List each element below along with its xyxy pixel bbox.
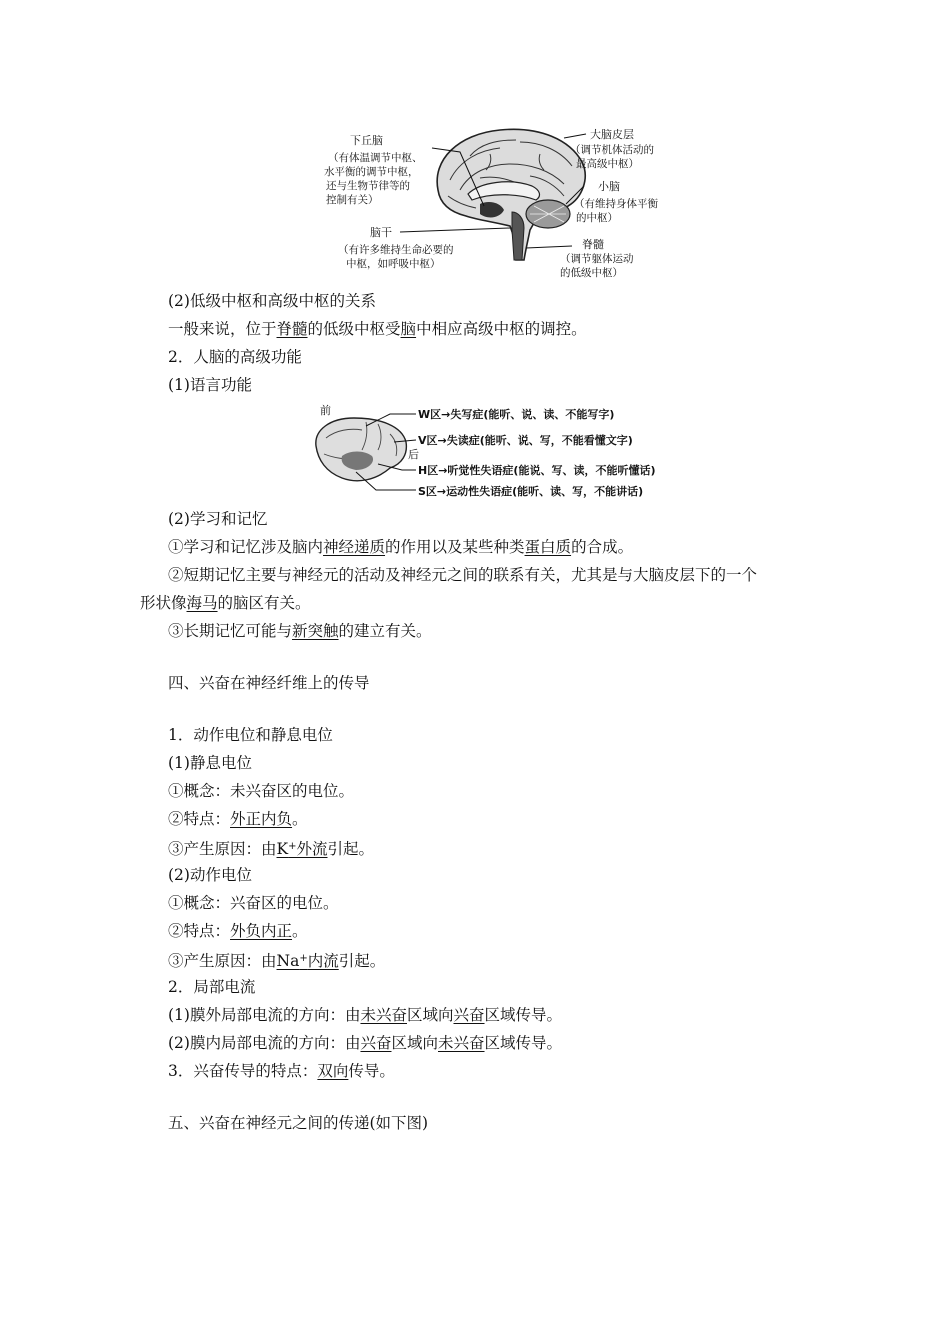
spinal-note-1: （调节躯体运动 [560,253,634,265]
spinal-note-2: 的低级中枢） [560,267,623,279]
s-area-text: S区→运动性失语症(能听、读、写，不能讲话) [418,485,644,498]
text-line: ②短期记忆主要与神经元的活动及神经元之间的联系有关，尤其是与大脑皮层下的一个 [168,566,758,584]
hypothalamus-note-3: 还与生物节律等的 [326,180,410,192]
language-areas-svg [306,402,676,502]
text-line: ①概念：兴奋区的电位。 [168,894,339,912]
label-front: 前 [320,404,331,417]
label-brainstem: 脑干 [370,226,392,239]
cerebellum-note-1: （有维持身体平衡 [574,198,658,210]
cortex-note-1: （调节机体活动的 [570,144,654,156]
text-line: 一般来说，位于脊髓的低级中枢受脑中相应高级中枢的调控。 [168,320,587,338]
text-line: ③产生原因：由K+外流引起。 [168,840,375,858]
section-heading: 五、兴奋在神经元之间的传递(如下图) [168,1114,429,1132]
cerebellum-note-2: 的中枢） [576,212,618,224]
label-cerebellum: 小脑 [598,180,620,193]
label-hypothalamus: 下丘脑 [350,134,383,147]
brain-diagram-svg [320,120,665,280]
label-back: 后 [408,448,419,461]
text-line: (2)低级中枢和高级中枢的关系 [168,292,376,310]
language-areas-diagram [306,402,676,502]
label-spinal-cord: 脊髓 [582,238,604,251]
text-line: 形状像海马的脑区有关。 [140,594,311,612]
text-line: 3．兴奋传导的特点：双向传导。 [168,1062,395,1080]
w-area-text: W区→失写症(能听、说、读、不能写字) [418,408,615,421]
hypothalamus-note-1: （有体温调节中枢、 [328,152,423,164]
brainstem-note-1: （有许多维持生命必要的 [338,244,454,256]
brainstem-region [512,212,524,260]
text-line: (2)动作电位 [168,866,252,884]
text-line: ①概念：未兴奋区的电位。 [168,782,355,800]
v-area-text: V区→失读症(能听、说、写，不能看懂文字) [418,434,633,447]
text-line: ②特点：外正内负。 [168,810,308,828]
brain-lateral [316,418,407,481]
hypothalamus-note-2: 水平衡的调节中枢， [324,166,419,178]
text-line: 2．人脑的高级功能 [168,348,302,366]
text-line: (1)膜外局部电流的方向：由未兴奋区域向兴奋区域传导。 [168,1006,563,1024]
text-line: (2)膜内局部电流的方向：由兴奋区域向未兴奋区域传导。 [168,1034,563,1052]
text-line: 2．局部电流 [168,978,256,996]
h-area-text: H区→听觉性失语症(能说、写、读，不能听懂话) [418,464,656,477]
brainstem-note-2: 中枢，如呼吸中枢） [346,258,441,270]
cortex-note-2: 最高级中枢） [576,158,639,170]
text-line: (2)学习和记忆 [168,510,268,528]
text-line: ③产生原因：由Na+内流引起。 [168,952,386,970]
text-line: ②特点：外负内正。 [168,922,308,940]
text-line: (1)静息电位 [168,754,252,772]
section-heading: 四、兴奋在神经纤维上的传导 [168,674,370,692]
brain-diagram [320,120,665,280]
label-cortex: 大脑皮层 [590,128,634,141]
text-line: 1．动作电位和静息电位 [168,726,333,744]
hypothalamus-note-4: 控制有关） [326,194,379,206]
text-line: (1)语言功能 [168,376,252,394]
text-line: ③长期记忆可能与新突触的建立有关。 [168,622,432,640]
text-line: ①学习和记忆涉及脑内神经递质的作用以及某些种类蛋白质的合成。 [168,538,634,556]
